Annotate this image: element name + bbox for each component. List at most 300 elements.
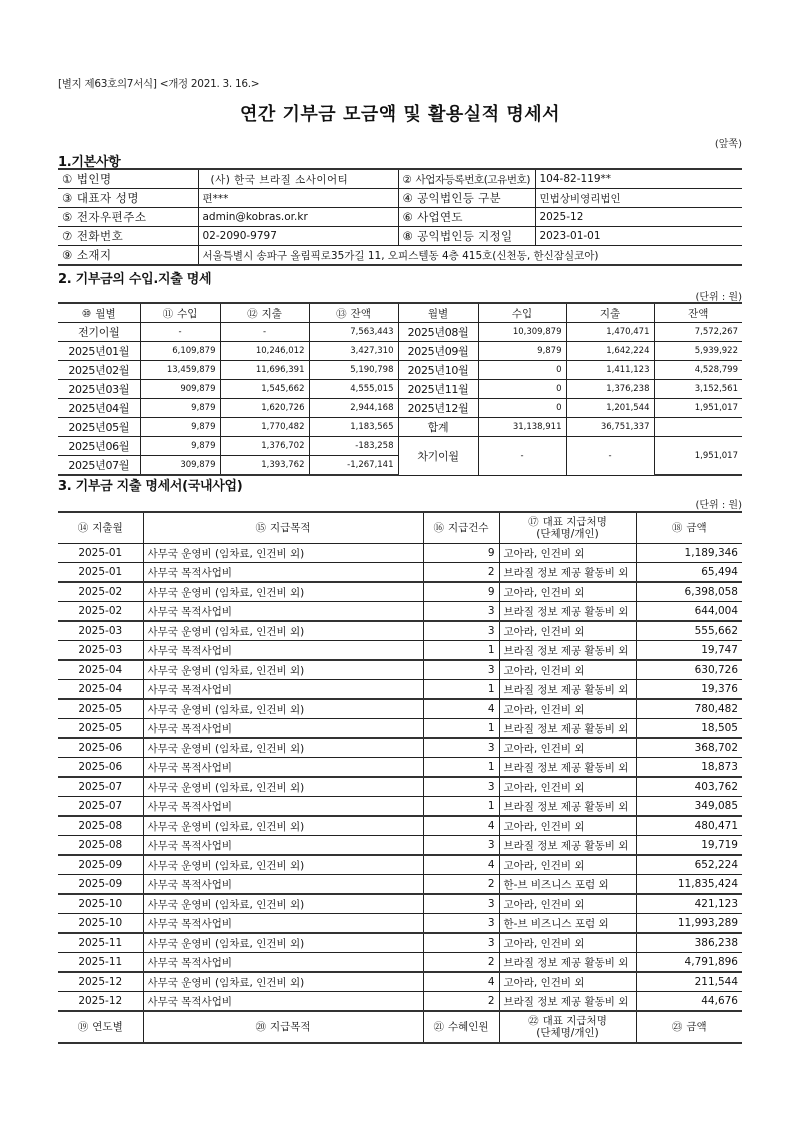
- field-value: 2023-01-01: [535, 227, 742, 246]
- expenditure-row: [58, 660, 742, 680]
- expenditure-payee: 브라질 정보 제공 활동비 외: [499, 680, 636, 700]
- column-header-line: [148, 1021, 419, 1033]
- column-header: [58, 1011, 143, 1043]
- expenditure-amount: 480,471: [636, 816, 742, 836]
- expenditure-amount: 421,123: [636, 894, 742, 914]
- basic-info-row: [58, 227, 742, 246]
- field-label-text: 소재지: [76, 248, 112, 262]
- expenditure-count: 1: [423, 719, 499, 739]
- expenditure-amount: 652,224: [636, 855, 742, 875]
- expenditure-purpose: 사무국 목적사업비: [143, 758, 423, 778]
- section3-unit: (단위 : 원): [695, 500, 742, 511]
- expenditure-row: [58, 914, 742, 934]
- balance-cell: 1,183,565: [309, 418, 398, 437]
- expenditure-count: 2: [423, 875, 499, 895]
- expenditure-month: 2025-08: [58, 816, 143, 836]
- expenditure-amount: 19,719: [636, 836, 742, 856]
- income-row: [58, 418, 742, 437]
- annual-header-row: [58, 1011, 742, 1043]
- carry-forward-income: -: [478, 437, 566, 476]
- expenditure-payee: 한-브 비즈니스 포럼 외: [499, 875, 636, 895]
- expenditure-count: 1: [423, 680, 499, 700]
- expenditure-purpose: 사무국 목적사업비: [143, 602, 423, 622]
- expenditure-row: [58, 992, 742, 1012]
- carry-forward-balance: 1,951,017: [654, 437, 742, 476]
- field-label-text: 전화번호: [76, 229, 124, 243]
- expenditure-month: 2025-07: [58, 797, 143, 817]
- expense-cell: 1,201,544: [566, 399, 654, 418]
- expenditure-count: 4: [423, 816, 499, 836]
- column-header: [58, 303, 140, 323]
- month-cell: 2025년08월: [398, 323, 478, 342]
- field-label: [58, 246, 198, 266]
- expenditure-amount: 6,398,058: [636, 582, 742, 602]
- expenditure-purpose: 사무국 운영비 (임차료, 인건비 외): [143, 699, 423, 719]
- expenditure-row: [58, 972, 742, 992]
- expenditure-purpose: 사무국 운영비 (임차료, 인건비 외): [143, 777, 423, 797]
- basic-info-row: [58, 169, 742, 189]
- column-header-text: 금액: [686, 522, 707, 534]
- page-side-label: (앞쪽): [714, 139, 742, 150]
- expenditure-amount: 630,726: [636, 660, 742, 680]
- month-cell: 2025년07월: [58, 456, 140, 476]
- section1-title: 1.기본사항: [58, 155, 121, 170]
- expenditure-payee: 브라질 정보 제공 활동비 외: [499, 719, 636, 739]
- circled-number: ⑪: [162, 307, 174, 320]
- expenditure-purpose: 사무국 목적사업비: [143, 836, 423, 856]
- column-header: [143, 512, 423, 544]
- expenditure-month: 2025-04: [58, 660, 143, 680]
- address-row: [58, 246, 742, 266]
- expenditure-month: 2025-02: [58, 602, 143, 622]
- expenditure-amount: 65,494: [636, 563, 742, 583]
- column-header: [636, 512, 742, 544]
- expenditure-row: [58, 680, 742, 700]
- section2-unit: (단위 : 원): [695, 292, 742, 303]
- expenditure-row: [58, 875, 742, 895]
- income-cell: 9,879: [140, 418, 220, 437]
- expenditure-count: 2: [423, 953, 499, 973]
- month-cell: 2025년02월: [58, 361, 140, 380]
- circled-number: ⑱: [671, 522, 683, 534]
- column-header: [499, 1011, 636, 1043]
- expenditure-payee: 고아라, 인건비 외: [499, 699, 636, 719]
- expense-cell: 1,620,726: [220, 399, 309, 418]
- income-row: [58, 437, 742, 456]
- field-label-text: 법인명: [76, 172, 112, 186]
- income-row: [58, 380, 742, 399]
- expenditure-purpose: 사무국 목적사업비: [143, 953, 423, 973]
- expense-cell: 1,393,762: [220, 456, 309, 476]
- income-row: [58, 399, 742, 418]
- expenditure-amount: 44,676: [636, 992, 742, 1012]
- expenditure-payee: 고아라, 인건비 외: [499, 621, 636, 641]
- expenditure-row: [58, 816, 742, 836]
- column-header-text: 연도별: [92, 1021, 123, 1033]
- column-header-line: [504, 1015, 632, 1027]
- expenditure-count: 3: [423, 660, 499, 680]
- circled-number: ②: [402, 173, 412, 186]
- field-value: 104-82-119**: [535, 169, 742, 189]
- circled-number: ⑲: [77, 1021, 89, 1033]
- circled-number: ㉒: [528, 1015, 539, 1027]
- expense-cell: 1,376,702: [220, 437, 309, 456]
- field-label-text: 대표자 성명: [76, 191, 140, 205]
- expenditure-amount: 368,702: [636, 738, 742, 758]
- income-row: [58, 342, 742, 361]
- column-header-text: 지출월: [92, 522, 123, 534]
- expenditure-amount: 19,747: [636, 641, 742, 661]
- expenditure-row: [58, 738, 742, 758]
- column-header-text: 금액: [686, 1021, 707, 1033]
- expenditure-count: 4: [423, 699, 499, 719]
- expenditure-payee: 고아라, 인건비 외: [499, 738, 636, 758]
- expenditure-table: [58, 511, 742, 1044]
- column-header-subtext: (단체명/개인): [536, 1027, 599, 1039]
- balance-cell: 1,951,017: [654, 399, 742, 418]
- expenditure-purpose: 사무국 운영비 (임차료, 인건비 외): [143, 894, 423, 914]
- expense-cell: 11,696,391: [220, 361, 309, 380]
- expenditure-row: [58, 621, 742, 641]
- expenditure-purpose: 사무국 목적사업비: [143, 797, 423, 817]
- income-cell: 0: [478, 380, 566, 399]
- field-value: 2025-12: [535, 208, 742, 227]
- circled-number: ④: [402, 191, 414, 205]
- expenditure-payee: 고아라, 인건비 외: [499, 894, 636, 914]
- expenditure-row: [58, 544, 742, 563]
- column-header: [423, 512, 499, 544]
- income-cell: 909,879: [140, 380, 220, 399]
- column-header: [636, 1011, 742, 1043]
- balance-cell: 5,190,798: [309, 361, 398, 380]
- expenditure-payee: 고아라, 인건비 외: [499, 777, 636, 797]
- expenditure-purpose: 사무국 목적사업비: [143, 992, 423, 1012]
- field-label: [58, 208, 198, 227]
- field-label-text: 공익법인등 구분: [417, 191, 501, 205]
- total-balance: [654, 418, 742, 437]
- expenditure-payee: 브라질 정보 제공 활동비 외: [499, 953, 636, 973]
- column-header-line: [641, 1021, 739, 1033]
- month-cell: 2025년12월: [398, 399, 478, 418]
- field-label: [58, 227, 198, 246]
- income-cell: 9,879: [478, 342, 566, 361]
- expenditure-month: 2025-12: [58, 972, 143, 992]
- income-cell: 0: [478, 399, 566, 418]
- expenditure-row: [58, 836, 742, 856]
- field-label-text: 사업연도: [417, 210, 463, 224]
- month-cell: 2025년11월: [398, 380, 478, 399]
- section3-title: 3. 기부금 지출 명세서(국내사업): [58, 479, 243, 494]
- circled-number: ⑫: [247, 307, 258, 320]
- expenditure-month: 2025-07: [58, 777, 143, 797]
- month-cell: 2025년09월: [398, 342, 478, 361]
- expenditure-amount: 18,505: [636, 719, 742, 739]
- basic-info-row: [58, 208, 742, 227]
- carry-forward-label: 차기이월: [398, 437, 478, 476]
- expenditure-purpose: 사무국 운영비 (임차료, 인건비 외): [143, 972, 423, 992]
- basic-info-table: [58, 168, 742, 266]
- expenditure-purpose: 사무국 목적사업비: [143, 680, 423, 700]
- expenditure-count: 3: [423, 777, 499, 797]
- expenditure-purpose: 사무국 운영비 (임차료, 인건비 외): [143, 621, 423, 641]
- expenditure-month: 2025-10: [58, 914, 143, 934]
- expenditure-amount: 11,835,424: [636, 875, 742, 895]
- income-cell: 0: [478, 361, 566, 380]
- expenditure-payee: 고아라, 인건비 외: [499, 544, 636, 563]
- carry-forward-expense: -: [566, 437, 654, 476]
- expenditure-payee: 고아라, 인건비 외: [499, 582, 636, 602]
- expenditure-count: 9: [423, 582, 499, 602]
- total-expense: 36,751,337: [566, 418, 654, 437]
- circled-number: ⑤: [62, 210, 73, 224]
- section2-title: 2. 기부금의 수입.지출 명세: [58, 272, 212, 287]
- total-label: 합계: [398, 418, 478, 437]
- column-header-text: 대표 지급처명: [542, 516, 607, 528]
- expenditure-row: [58, 719, 742, 739]
- expenditure-row: [58, 641, 742, 661]
- expenditure-count: 3: [423, 836, 499, 856]
- circled-number: ⑭: [77, 522, 89, 534]
- expenditure-purpose: 사무국 목적사업비: [143, 875, 423, 895]
- column-header: [140, 303, 220, 323]
- balance-cell: 7,563,443: [309, 323, 398, 342]
- balance-cell: -183,258: [309, 437, 398, 456]
- column-header: 월별: [398, 303, 478, 323]
- expenditure-row: [58, 855, 742, 875]
- field-label-text: 공익법인등 지정일: [417, 229, 513, 243]
- expense-cell: -: [220, 323, 309, 342]
- column-header-text: 지출: [261, 307, 282, 320]
- expenditure-payee: 고아라, 인건비 외: [499, 855, 636, 875]
- balance-cell: 5,939,922: [654, 342, 742, 361]
- expenditure-count: 2: [423, 992, 499, 1012]
- month-cell: 전기이월: [58, 323, 140, 342]
- column-header-text: 지급목적: [269, 522, 311, 534]
- expenditure-amount: 19,376: [636, 680, 742, 700]
- expenditure-payee: 브라질 정보 제공 활동비 외: [499, 797, 636, 817]
- column-header-subtext: (단체명/개인): [536, 528, 599, 540]
- expenditure-amount: 18,873: [636, 758, 742, 778]
- expenditure-amount: 780,482: [636, 699, 742, 719]
- month-cell: 2025년01월: [58, 342, 140, 361]
- income-cell: 309,879: [140, 456, 220, 476]
- expenditure-payee: 고아라, 인건비 외: [499, 816, 636, 836]
- column-header-text: 지급목적: [269, 1021, 311, 1033]
- column-header-line: [504, 516, 632, 528]
- field-value: 민법상비영리법인: [535, 189, 742, 208]
- month-cell: 2025년10월: [398, 361, 478, 380]
- expenditure-month: 2025-09: [58, 875, 143, 895]
- expenditure-purpose: 사무국 목적사업비: [143, 914, 423, 934]
- expenditure-purpose: 사무국 운영비 (임차료, 인건비 외): [143, 544, 423, 563]
- expenditure-count: 3: [423, 602, 499, 622]
- income-expense-table: [58, 302, 742, 476]
- expenditure-row: [58, 933, 742, 953]
- expenditure-month: 2025-04: [58, 680, 143, 700]
- circled-number: ⑧: [402, 229, 414, 243]
- column-header-line: [62, 1021, 139, 1033]
- month-cell: 2025년04월: [58, 399, 140, 418]
- field-label: [58, 169, 198, 189]
- expenditure-amount: 349,085: [636, 797, 742, 817]
- income-cell: 13,459,879: [140, 361, 220, 380]
- column-header-line: [428, 1021, 495, 1033]
- expenditure-month: 2025-10: [58, 894, 143, 914]
- expenditure-month: 2025-02: [58, 582, 143, 602]
- field-label-text: 전자우편주소: [76, 210, 147, 224]
- field-label: [58, 189, 198, 208]
- expenditure-count: 3: [423, 894, 499, 914]
- expenditure-payee: 브라질 정보 제공 활동비 외: [499, 836, 636, 856]
- circled-number: ⑳: [255, 1021, 266, 1033]
- expenditure-purpose: 사무국 목적사업비: [143, 719, 423, 739]
- month-cell: 2025년03월: [58, 380, 140, 399]
- expenditure-month: 2025-05: [58, 699, 143, 719]
- expenditure-amount: 555,662: [636, 621, 742, 641]
- expenditure-count: 2: [423, 563, 499, 583]
- expenditure-count: 4: [423, 972, 499, 992]
- basic-info-row: [58, 189, 742, 208]
- expenditure-amount: 1,189,346: [636, 544, 742, 563]
- circled-number: ①: [62, 172, 73, 186]
- field-label: [398, 189, 535, 208]
- expenditure-count: 3: [423, 621, 499, 641]
- income-row: [58, 361, 742, 380]
- expense-cell: 1,545,662: [220, 380, 309, 399]
- circled-number: ⑥: [402, 210, 414, 224]
- expenditure-purpose: 사무국 운영비 (임차료, 인건비 외): [143, 816, 423, 836]
- month-cell: 2025년06월: [58, 437, 140, 456]
- expenditure-payee: 브라질 정보 제공 활동비 외: [499, 758, 636, 778]
- expenditure-purpose: 사무국 운영비 (임차료, 인건비 외): [143, 582, 423, 602]
- column-header-line: [62, 522, 139, 534]
- income-cell: -: [140, 323, 220, 342]
- column-header-text: 수입: [177, 307, 198, 320]
- column-header: [423, 1011, 499, 1043]
- circled-number: ⑬: [336, 307, 347, 320]
- circled-number: ③: [62, 191, 73, 205]
- column-header-line: [641, 522, 739, 534]
- expenditure-count: 1: [423, 758, 499, 778]
- circled-number: ⑰: [528, 516, 539, 528]
- expenditure-payee: 브라질 정보 제공 활동비 외: [499, 992, 636, 1012]
- expense-cell: 10,246,012: [220, 342, 309, 361]
- expenditure-count: 3: [423, 914, 499, 934]
- income-cell: 9,879: [140, 399, 220, 418]
- balance-cell: -1,267,141: [309, 456, 398, 476]
- column-header: [499, 512, 636, 544]
- expenditure-header-row: [58, 512, 742, 544]
- expenditure-payee: 고아라, 인건비 외: [499, 933, 636, 953]
- expense-cell: 1,770,482: [220, 418, 309, 437]
- expenditure-count: 9: [423, 544, 499, 563]
- total-income: 31,138,911: [478, 418, 566, 437]
- column-header-text: 수혜인원: [447, 1021, 489, 1033]
- expenditure-month: 2025-05: [58, 719, 143, 739]
- expenditure-payee: 고아라, 인건비 외: [499, 660, 636, 680]
- field-value: 편***: [198, 189, 398, 208]
- expenditure-row: [58, 563, 742, 583]
- field-label-text: 사업자등록번호(고유번호): [415, 173, 531, 186]
- column-header-text: 대표 지급처명: [542, 1015, 607, 1027]
- column-header-line: [148, 522, 419, 534]
- column-header-text: 잔액: [350, 307, 371, 320]
- expenditure-payee: 고아라, 인건비 외: [499, 972, 636, 992]
- expenditure-month: 2025-01: [58, 544, 143, 563]
- expenditure-month: 2025-09: [58, 855, 143, 875]
- expenditure-purpose: 사무국 목적사업비: [143, 641, 423, 661]
- balance-cell: 7,572,267: [654, 323, 742, 342]
- income-row: [58, 323, 742, 342]
- expense-cell: 1,376,238: [566, 380, 654, 399]
- column-header-line: [428, 522, 495, 534]
- expenditure-count: 3: [423, 933, 499, 953]
- expenditure-row: [58, 777, 742, 797]
- expenditure-row: [58, 953, 742, 973]
- circled-number: ㉓: [671, 1021, 683, 1033]
- expenditure-row: [58, 602, 742, 622]
- column-header: 수입: [478, 303, 566, 323]
- expenditure-count: 4: [423, 855, 499, 875]
- income-cell: 6,109,879: [140, 342, 220, 361]
- circled-number: ⑦: [62, 229, 73, 243]
- expenditure-purpose: 사무국 운영비 (임차료, 인건비 외): [143, 660, 423, 680]
- expenditure-payee: 브라질 정보 제공 활동비 외: [499, 563, 636, 583]
- field-label: [398, 227, 535, 246]
- field-value: admin@kobras.or.kr: [198, 208, 398, 227]
- circled-number: ⑯: [433, 522, 444, 534]
- expenditure-count: 1: [423, 797, 499, 817]
- address-value: 서울특별시 송파구 올림픽로35가길 11, 오피스텔동 4층 415호(신천동, 한신잠실코아): [198, 246, 742, 266]
- expenditure-month: 2025-01: [58, 563, 143, 583]
- expenditure-row: [58, 758, 742, 778]
- expense-cell: 1,642,224: [566, 342, 654, 361]
- column-header: 지출: [566, 303, 654, 323]
- income-cell: 9,879: [140, 437, 220, 456]
- circled-number: ⑩: [81, 307, 92, 320]
- expenditure-count: 3: [423, 738, 499, 758]
- column-header: 잔액: [654, 303, 742, 323]
- expenditure-amount: 211,544: [636, 972, 742, 992]
- document-title: 연간 기부금 모금액 및 활용실적 명세서: [239, 104, 561, 125]
- field-value: 02-2090-9797: [198, 227, 398, 246]
- expenditure-amount: 644,004: [636, 602, 742, 622]
- column-header: [143, 1011, 423, 1043]
- expenditure-month: 2025-08: [58, 836, 143, 856]
- expense-cell: 1,470,471: [566, 323, 654, 342]
- field-value: (사) 한국 브라질 소사이어티: [198, 169, 398, 189]
- form-number: [별지 제63호의7서식] <개정 2021. 3. 16.>: [58, 78, 260, 90]
- expenditure-purpose: 사무국 목적사업비: [143, 563, 423, 583]
- expenditure-month: 2025-06: [58, 738, 143, 758]
- balance-cell: 3,152,561: [654, 380, 742, 399]
- expenditure-amount: 386,238: [636, 933, 742, 953]
- month-cell: 2025년05월: [58, 418, 140, 437]
- expenditure-amount: 4,791,896: [636, 953, 742, 973]
- expenditure-month: 2025-12: [58, 992, 143, 1012]
- expenditure-row: [58, 582, 742, 602]
- expenditure-count: 1: [423, 641, 499, 661]
- expenditure-payee: 한-브 비즈니스 포럼 외: [499, 914, 636, 934]
- balance-cell: 4,528,799: [654, 361, 742, 380]
- expenditure-row: [58, 894, 742, 914]
- expenditure-amount: 403,762: [636, 777, 742, 797]
- expenditure-month: 2025-03: [58, 621, 143, 641]
- expenditure-month: 2025-03: [58, 641, 143, 661]
- expenditure-payee: 브라질 정보 제공 활동비 외: [499, 641, 636, 661]
- balance-cell: 2,944,168: [309, 399, 398, 418]
- circled-number: ⑨: [62, 248, 73, 262]
